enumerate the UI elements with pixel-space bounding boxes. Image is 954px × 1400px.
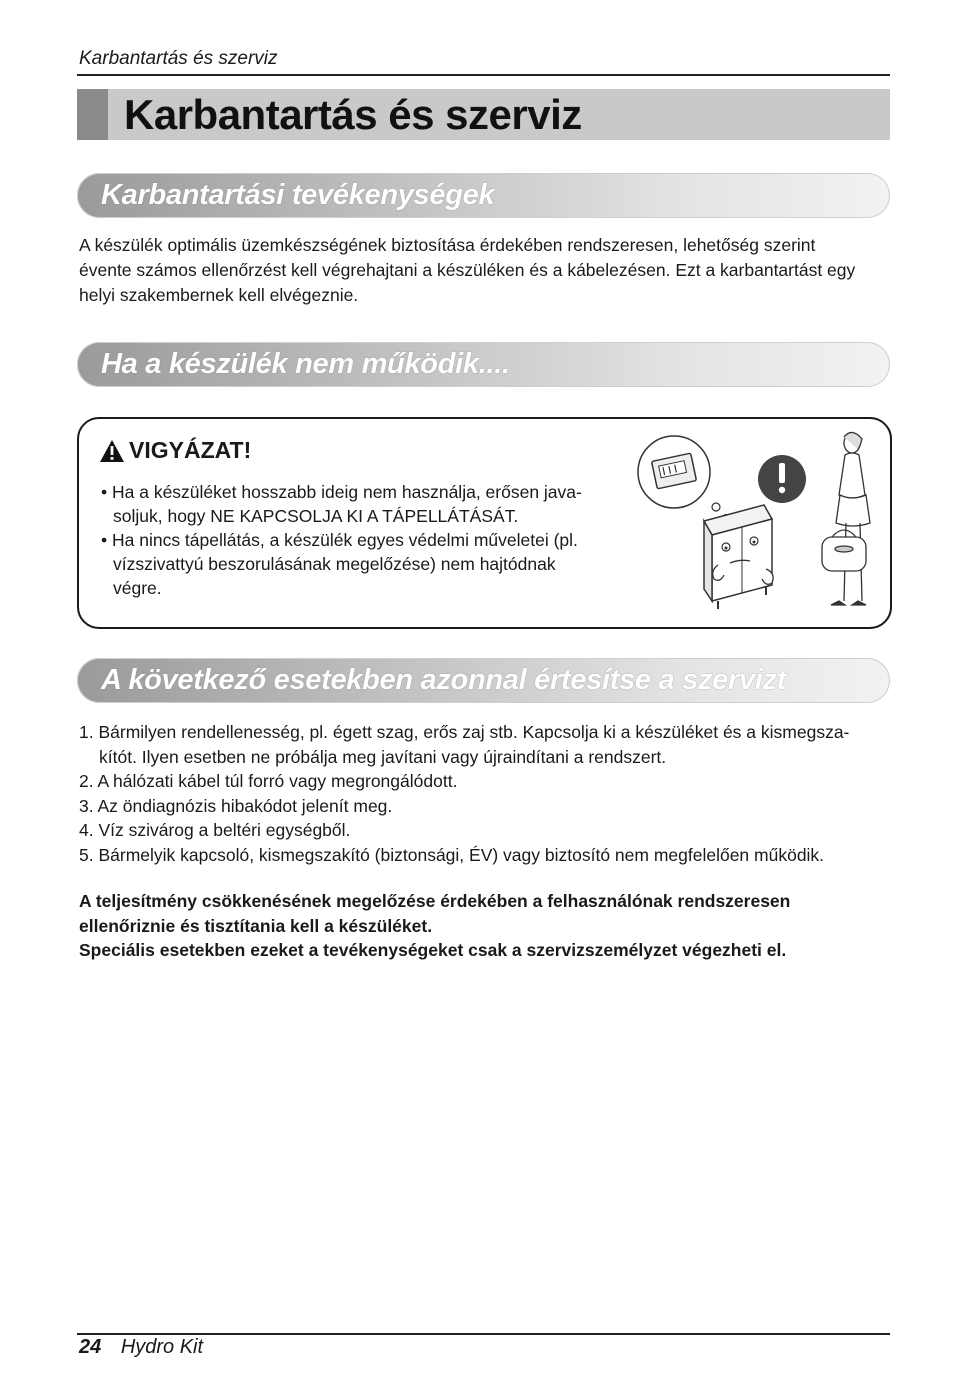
- caution-label: VIGYÁZAT!: [129, 437, 252, 463]
- header-rule: [77, 74, 890, 76]
- caution-heading: [99, 437, 251, 464]
- page-number: 24: [79, 1336, 102, 1358]
- note-line: Speciális esetekben ezeket a tevékenységeket csak a szervizszemélyzet végezheti el.: [79, 940, 787, 960]
- note-line: ellenőriznie és tisztítania kell a készüléket.: [79, 915, 433, 936]
- paragraph-line: helyi szakembernek kell elvégeznie.: [79, 285, 359, 305]
- list-item: [79, 843, 889, 868]
- warning-triangle-icon: [99, 439, 125, 463]
- list-item: [79, 769, 889, 794]
- section-heading-maintenance: [77, 173, 890, 218]
- caution-bullets: [101, 480, 611, 600]
- list-line: 3. Az öndiagnózis hibakódot jelenít meg.: [79, 795, 393, 816]
- product-name: Hydro Kit: [120, 1336, 204, 1358]
- running-header: Karbantartás és szerviz: [79, 48, 278, 69]
- traveler-woman-icon: [822, 432, 870, 605]
- bullet-line: • Ha a készüléket hosszabb ideig nem használja, erősen java-: [101, 482, 582, 502]
- service-list: [79, 720, 889, 867]
- list-item: [79, 720, 889, 769]
- paragraph-line: évente számos ellenőrzést kell végrehajtani a készüléken és a kábelezésen. Ezt a karbantartást egy: [79, 260, 856, 280]
- bullet-line: soljuk, hogy NE KAPCSOLJA KI A TÁPELLÁTÁSÁT.: [113, 506, 519, 526]
- caution-bullet: [101, 528, 611, 600]
- bullet-line: • Ha nincs tápellátás, a készülék egyes védelmi műveletei (pl.: [101, 530, 578, 550]
- section-heading-text: Ha a készülék nem működik....: [101, 348, 510, 380]
- list-line: 2. A hálózati kábel túl forró vagy megrongálódott.: [79, 771, 458, 791]
- list-item: [79, 818, 889, 843]
- maintenance-paragraph: [79, 233, 855, 308]
- section-heading-text: Karbantartási tevékenységek: [101, 179, 495, 211]
- list-line: 1. Bármilyen rendellenesség, pl. égett szag, erős zaj stb. Kapcsolja ki a készüléket és a kismegsza-: [79, 722, 850, 742]
- paragraph-line: A készülék optimális üzemkészségének biztosítása érdekében rendszeresen, lehetőség szerint: [79, 235, 816, 255]
- list-line: kítót. Ilyen esetben ne próbálja meg javítani vagy újraindítani a rendszert.: [99, 746, 667, 767]
- page-title: Karbantartás és szerviz: [124, 91, 582, 138]
- hydro-unit-character-icon: [704, 505, 773, 609]
- caution-illustration: [634, 429, 884, 619]
- caution-bullet: [101, 480, 611, 528]
- bold-note: [79, 889, 889, 963]
- caution-box: [77, 417, 892, 629]
- title-bar: [77, 89, 890, 140]
- exclamation-icon: [758, 455, 806, 503]
- list-line: 5. Bármelyik kapcsoló, kismegszakító (biztonsági, ÉV) vagy biztosító nem megfelelően működik.: [79, 844, 825, 865]
- section-heading-not-working: [77, 342, 890, 387]
- section-heading-call-service: [77, 658, 890, 703]
- note-line: A teljesítmény csökkenésének megelőzése érdekében a felhasználónak rendszeresen: [79, 891, 791, 911]
- footer-rule: [77, 1333, 890, 1335]
- bullet-line: vízszivattyú beszorulásának megelőzése) nem hajtódnak: [113, 554, 556, 574]
- bullet-line: végre.: [113, 578, 162, 598]
- footer: [79, 1336, 203, 1359]
- list-item: [79, 794, 889, 819]
- list-line: 4. Víz szivárog a beltéri egységből.: [79, 820, 351, 840]
- section-heading-text: A következő esetekben azonnal értesítse a szervizt: [101, 664, 787, 696]
